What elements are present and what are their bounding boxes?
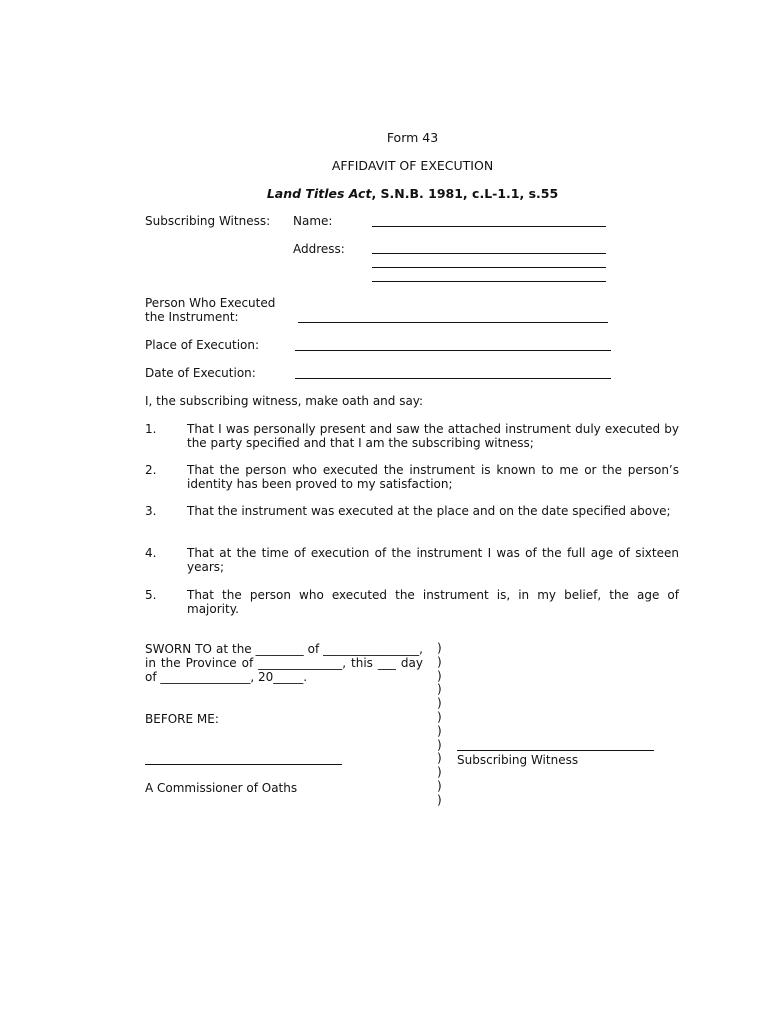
subscribing-witness-label: Subscribing Witness: — [145, 214, 271, 228]
bracket: ) — [437, 778, 442, 793]
address-field-line-1[interactable] — [372, 253, 606, 254]
bracket: ) — [437, 641, 442, 655]
statement-text: That I was personally present and saw the attached instrument duly executed by the party specified and that I am the subscribing witness; — [187, 422, 679, 450]
name-field-line[interactable] — [372, 226, 606, 227]
bracket: ) — [437, 696, 442, 711]
date-of-execution-label: Date of Execution: — [145, 366, 256, 380]
document-title: AFFIDAVIT OF EXECUTION — [331, 158, 494, 173]
statement-number: 5. — [145, 588, 157, 602]
act-reference: , S.N.B. 1981, c.L-1.1, s.55 — [371, 186, 559, 201]
bracket: ) — [437, 654, 442, 669]
subscribing-witness-signature-label: Subscribing Witness — [457, 753, 579, 767]
person-executed-label-line2: the Instrument: — [145, 310, 239, 324]
bracket: ) — [437, 765, 442, 780]
date-of-execution-field-line[interactable] — [295, 378, 611, 379]
statement-number: 1. — [145, 422, 157, 436]
witness-signature-line[interactable] — [457, 750, 654, 751]
act-name: Land Titles Act — [266, 186, 372, 201]
address-field-line-2[interactable] — [372, 267, 606, 268]
statement-number: 2. — [145, 463, 157, 477]
sworn-to-clause: SWORN TO at the ________ of ________________, in the Province of ______________, this ___ day of _______________, 20_____. — [145, 642, 423, 684]
address-field-line-3[interactable] — [372, 281, 606, 282]
statement-number: 4. — [145, 546, 157, 560]
statement-text: That the person who executed the instrument is known to me or the person’s identity has been proved to my satisfaction; — [187, 463, 679, 491]
commissioner-label: A Commissioner of Oaths — [145, 781, 298, 795]
bracket: ) — [437, 737, 442, 752]
statement-number: 3. — [145, 504, 157, 518]
bracket: ) — [437, 709, 442, 724]
act-citation — [0, 186, 770, 201]
statement-text: That the person who executed the instrument is, in my belief, the age of majority. — [187, 588, 679, 616]
bracket: ) — [437, 723, 442, 738]
statement-text: That at the time of execution of the instrument I was of the full age of sixteen years; — [187, 546, 679, 574]
place-of-execution-label: Place of Execution: — [145, 338, 260, 352]
form-number: Form 43 — [386, 130, 439, 145]
bracket: ) — [437, 668, 442, 683]
jurat-bracket-column — [437, 642, 447, 808]
commissioner-signature-line[interactable] — [145, 764, 342, 765]
bracket: ) — [437, 682, 442, 697]
address-label: Address: — [293, 242, 345, 256]
bracket: ) — [437, 792, 442, 807]
statement-text: That the instrument was executed at the place and on the date specified above; — [187, 504, 671, 518]
oath-intro: I, the subscribing witness, make oath and say: — [145, 394, 424, 408]
person-executed-label-line1: Person Who Executed — [145, 296, 276, 310]
before-me-label: BEFORE ME: — [145, 712, 219, 726]
bracket: ) — [437, 751, 442, 766]
person-executed-field-line[interactable] — [298, 322, 608, 323]
place-of-execution-field-line[interactable] — [295, 350, 611, 351]
name-label: Name: — [293, 214, 333, 228]
